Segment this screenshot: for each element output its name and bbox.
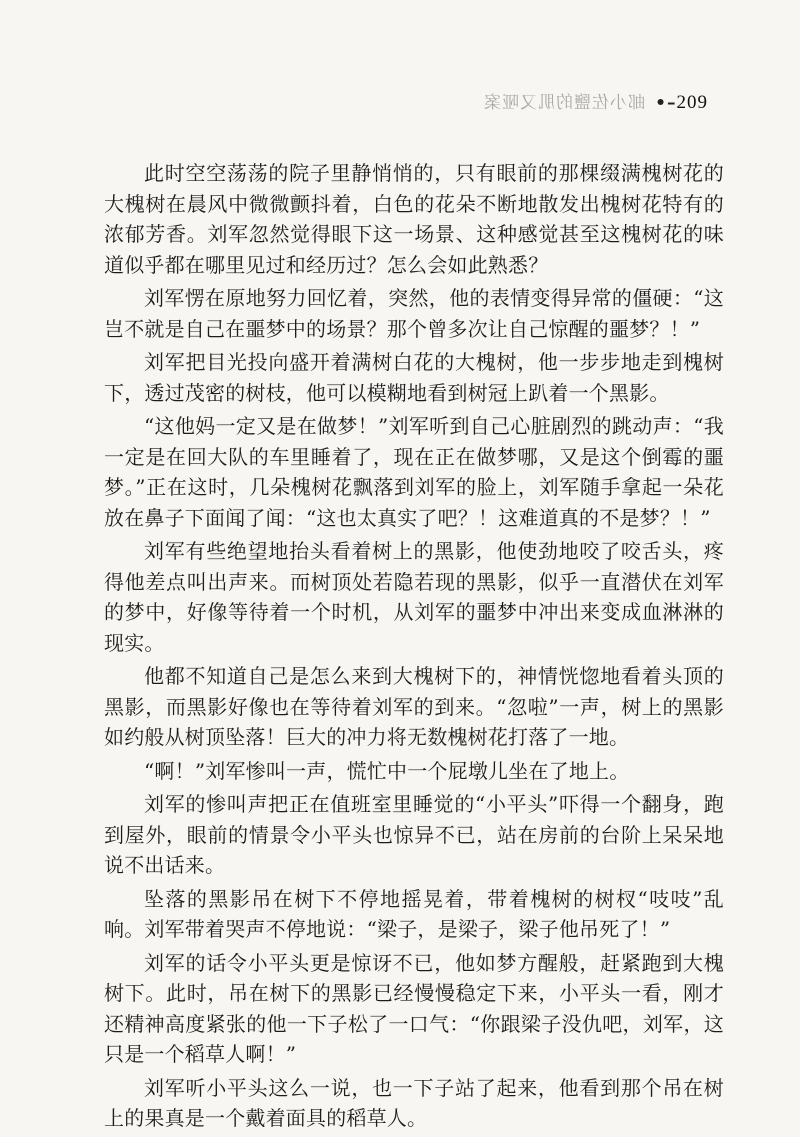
paragraph: 他都不知道自己是怎么来到大槐树下的，神情恍惚地看着头顶的黑影，而黑影好像也在等待着刘军的到来。“忽啦”一声，树上的黑影如约般从树顶坠落！巨大的冲力将无数槐树花打落了一地。 — [104, 664, 724, 749]
paragraph: 刘军把目光投向盛开着满树白花的大槐树，他一步步地走到槐树下，透过茂密的树枝，他可以模糊地看到树冠上趴着一个黑影。 — [104, 350, 724, 405]
paragraph: 刘军愣在原地努力回忆着，突然，他的表情变得异常的僵硬：“这岂不就是自己在噩梦中的场景？那个曾多次让自己惊醒的噩梦？！” — [104, 286, 724, 341]
running-header — [483, 88, 708, 114]
body-text — [104, 158, 724, 1137]
page-marker-icon: •– — [655, 93, 677, 113]
paragraph: 此时空空荡荡的院子里静悄悄的，只有眼前的那棵缀满槐树花的大槐树在晨风中微微颤抖着，白色的花朵不断地散发出槐树花特有的浓郁芳香。刘军忽然觉得眼下这一场景、这种感觉甚至这槐树花的味道似乎都在哪里见过和经历过？怎么会如此熟悉？ — [104, 161, 724, 277]
paragraph: “这他妈一定又是在做梦！”刘军听到自己心脏剧烈的跳动声：“我一定是在回大队的车里睡着了，现在正在做梦哪，又是这个倒霉的噩梦。”正在这时，几朵槐树花飘落到刘军的脸上，刘军随手拿起一朵花放在鼻子下面闻了闻：“这也太真实了吧？！这难道真的不是梦？！” — [104, 414, 724, 530]
page-number: 209 — [676, 92, 708, 113]
running-header-title: 邮小佐鹽的肌又哑案 — [482, 93, 645, 113]
paragraph: 刘军的话令小平头更是惊讶不已，他如梦方醒般，赶紧跑到大槐树下。此时，吊在树下的黑影已经慢慢稳定下来，小平头一看，刚才还精神高度紧张的他一下子松了一口气：“你跟梁子没仇吧，刘军，这只是一个稻草人啊！” — [104, 950, 724, 1066]
paragraph: 刘军有些绝望地抬头看着树上的黑影，他使劲地咬了咬舌头，疼得他差点叫出声来。而树顶处若隐若现的黑影，似乎一直潜伏在刘军的梦中，好像等待着一个时机，从刘军的噩梦中冲出来变成血淋淋的现实。 — [104, 539, 724, 655]
paragraph: 刘军听小平头这么一说，也一下子站了起来，他看到那个吊在树上的果真是一个戴着面具的稻草人。 — [104, 1075, 724, 1130]
paragraph: 刘军的惨叫声把正在值班室里睡觉的“小平头”吓得一个翻身，跑到屋外，眼前的情景令小平头也惊异不已，站在房前的台阶上呆呆地说不出话来。 — [104, 792, 724, 877]
paragraph: 坠落的黑影吊在树下不停地摇晃着，带着槐树的树杈“吱吱”乱响。刘军带着哭声不停地说：“梁子，是梁子，梁子他吊死了！” — [104, 886, 724, 941]
paragraph: “啊！”刘军惨叫一声，慌忙中一个屁墩儿坐在了地上。 — [144, 758, 630, 783]
